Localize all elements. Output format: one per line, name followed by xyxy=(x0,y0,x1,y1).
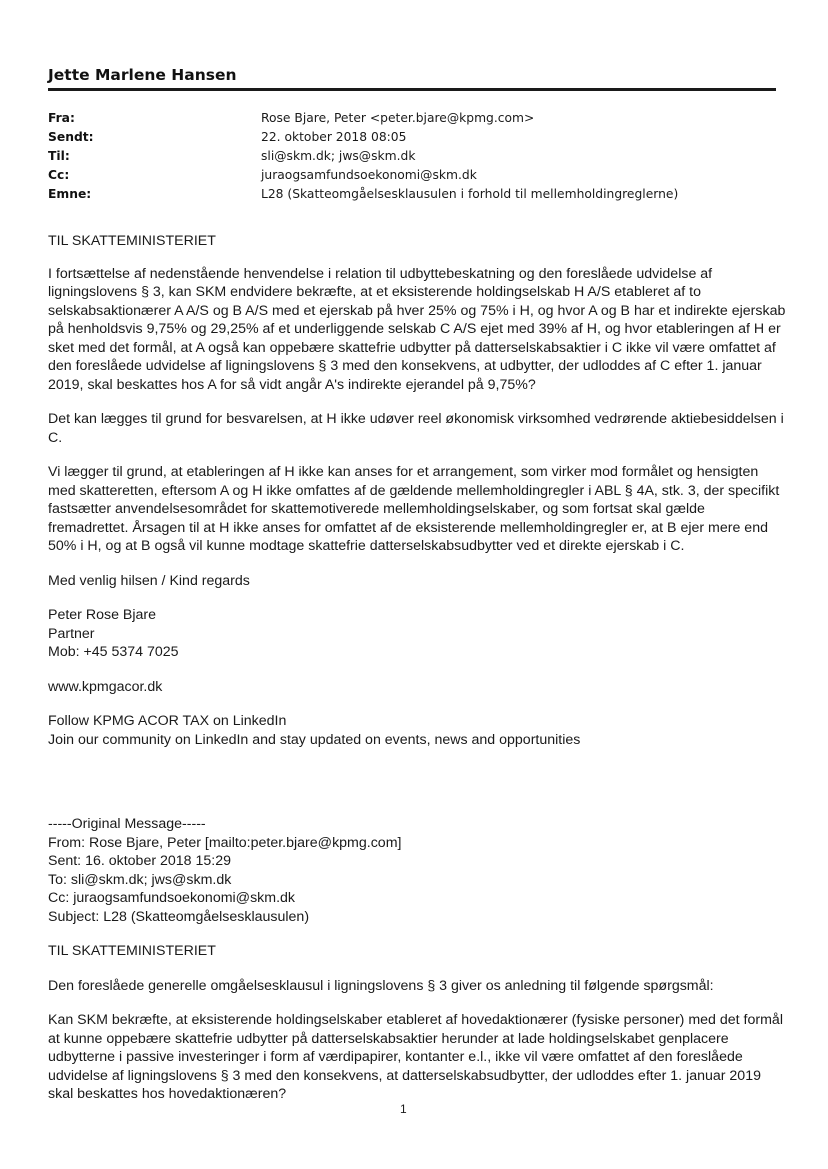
original-greeting: TIL SKATTEMINISTERIET xyxy=(48,943,216,959)
sent-value: 22. oktober 2018 08:05 xyxy=(261,129,407,144)
original-cc: Cc: juraogsamfundsoekonomi@skm.dk xyxy=(48,890,296,906)
subject-row xyxy=(48,184,788,203)
page-number: 1 xyxy=(400,1102,407,1116)
original-sent: Sent: 16. oktober 2018 15:29 xyxy=(48,853,232,869)
from-value: Rose Bjare, Peter <peter.bjare@kpmg.com> xyxy=(261,110,535,125)
to-row xyxy=(48,146,788,165)
from-label: Fra: xyxy=(48,110,75,125)
to-value: sli@skm.dk; jws@skm.dk xyxy=(261,148,416,163)
original-paragraph: Kan SKM bekræfte, at eksisterende holdingselskaber etableret af hovedaktionærer (fysiske personer) med det formål at kunne oppebære skattefrie udbytter på datterselskabsaktier herunder at lade holdingselskabet genplacere udbytterne i passive investeringer i form af værdipapirer, kontanter e.l., ikke vil være omfattet af den foreslåede udvidelse af ligningslovens § 3 med den konsekvens, at datterselskabsudbytter, der udloddes efter 1. januar 2019 skal beskattes hos hovedaktionæren? xyxy=(48,1012,783,1102)
recipient-name: Jette Marlene Hansen xyxy=(48,66,237,84)
cc-value: juraogsamfundsoekonomi@skm.dk xyxy=(261,167,477,182)
body-paragraph: Vi lægger til grund, at etableringen af H ikke kan anses for et arrangement, som virker mod formålet og hensigten med skatteretten, eftersom A og H ikke omfattes af de gældende mellemholdingregler i ABL § 4A, stk. 3, der specifikt fastsætter anvendelsesområdet for skattemotiverede mellemholdingselskaber, og som fortsat skal gælde fremadrettet. Årsagen til at H ikke anses for omfattet af de eksisterende mellemholdingregler er, at B ejer mere end 50% i H, og at B også vil kunne modtage skattefrie datterselskabsudbytter ved et direkte ejerskab i C. xyxy=(48,464,780,554)
signature xyxy=(48,606,788,662)
join-text: Join our community on LinkedIn and stay updated on events, news and opportunities xyxy=(48,731,581,748)
signature-mobile: Mob: +45 5374 7025 xyxy=(48,644,179,660)
cc-label: Cc: xyxy=(48,167,70,182)
to-label: Til: xyxy=(48,148,70,163)
original-paragraph: Den foreslåede generelle omgåelsesklausul i ligningslovens § 3 giver os anledning til følgende spørgsmål: xyxy=(48,977,714,994)
from-row xyxy=(48,108,788,127)
original-message xyxy=(48,815,788,1104)
website-link[interactable]: www.kpmgacor.dk xyxy=(48,678,163,695)
email-header xyxy=(48,108,788,203)
original-marker: -----Original Message----- xyxy=(48,816,206,832)
signature-name: Peter Rose Bjare xyxy=(48,607,157,623)
subject-value: L28 (Skatteomgåelsesklausulen i forhold til mellemholdingreglerne) xyxy=(261,186,679,201)
original-to: To: sli@skm.dk; jws@skm.dk xyxy=(48,871,232,888)
body-paragraph: Det kan lægges til grund for besvarelsen, at H ikke udøver reel økonomisk virksomhed vedrørende aktiebesiddelsen i C. xyxy=(48,411,784,446)
original-subject: Subject: L28 (Skatteomgåelsesklausulen) xyxy=(48,908,310,925)
original-from: From: Rose Bjare, Peter [mailto:peter.bjare@kpmg.com] xyxy=(48,834,402,851)
greeting: TIL SKATTEMINISTERIET xyxy=(48,233,216,249)
follow-text: Follow KPMG ACOR TAX on LinkedIn xyxy=(48,713,287,729)
header-rule xyxy=(48,88,776,91)
signature-title: Partner xyxy=(48,625,95,642)
sent-row xyxy=(48,127,788,146)
linkedin-note xyxy=(48,712,788,749)
email-body xyxy=(48,232,788,765)
regards: Med venlig hilsen / Kind regards xyxy=(48,572,250,589)
sent-label: Sendt: xyxy=(48,129,94,144)
body-paragraph: I fortsættelse af nedenstående henvendelse i relation til udbyttebeskatning og den foreslåede udvidelse af ligningslovens § 3, kan SKM endvidere bekræfte, at et eksisterende holdingselskab H A/S etableret af to selskabsaktionærer A A/S og B A/S med et ejerskab på hver 25% og 75% i H, og hvor A og B har et indirekte ejerskab på henholdsvis 9,75% og 29,25% af et underliggende selskab C A/S ejet med 39% af H, og hvor etableringen af H er sket med det formål, at A også kan oppebære skattefrie udbytter på datterselskabsaktier i C ikke vil være omfattet af den foreslåede udvidelse af ligningslovens § 3 med den konsekvens, at udbytter, der udloddes af C efter 1. januar 2019, skal beskattes hos A for så vidt angår A's indirekte ejerandel på 9,75%? xyxy=(48,265,786,393)
subject-label: Emne: xyxy=(48,186,92,201)
cc-row xyxy=(48,165,788,184)
